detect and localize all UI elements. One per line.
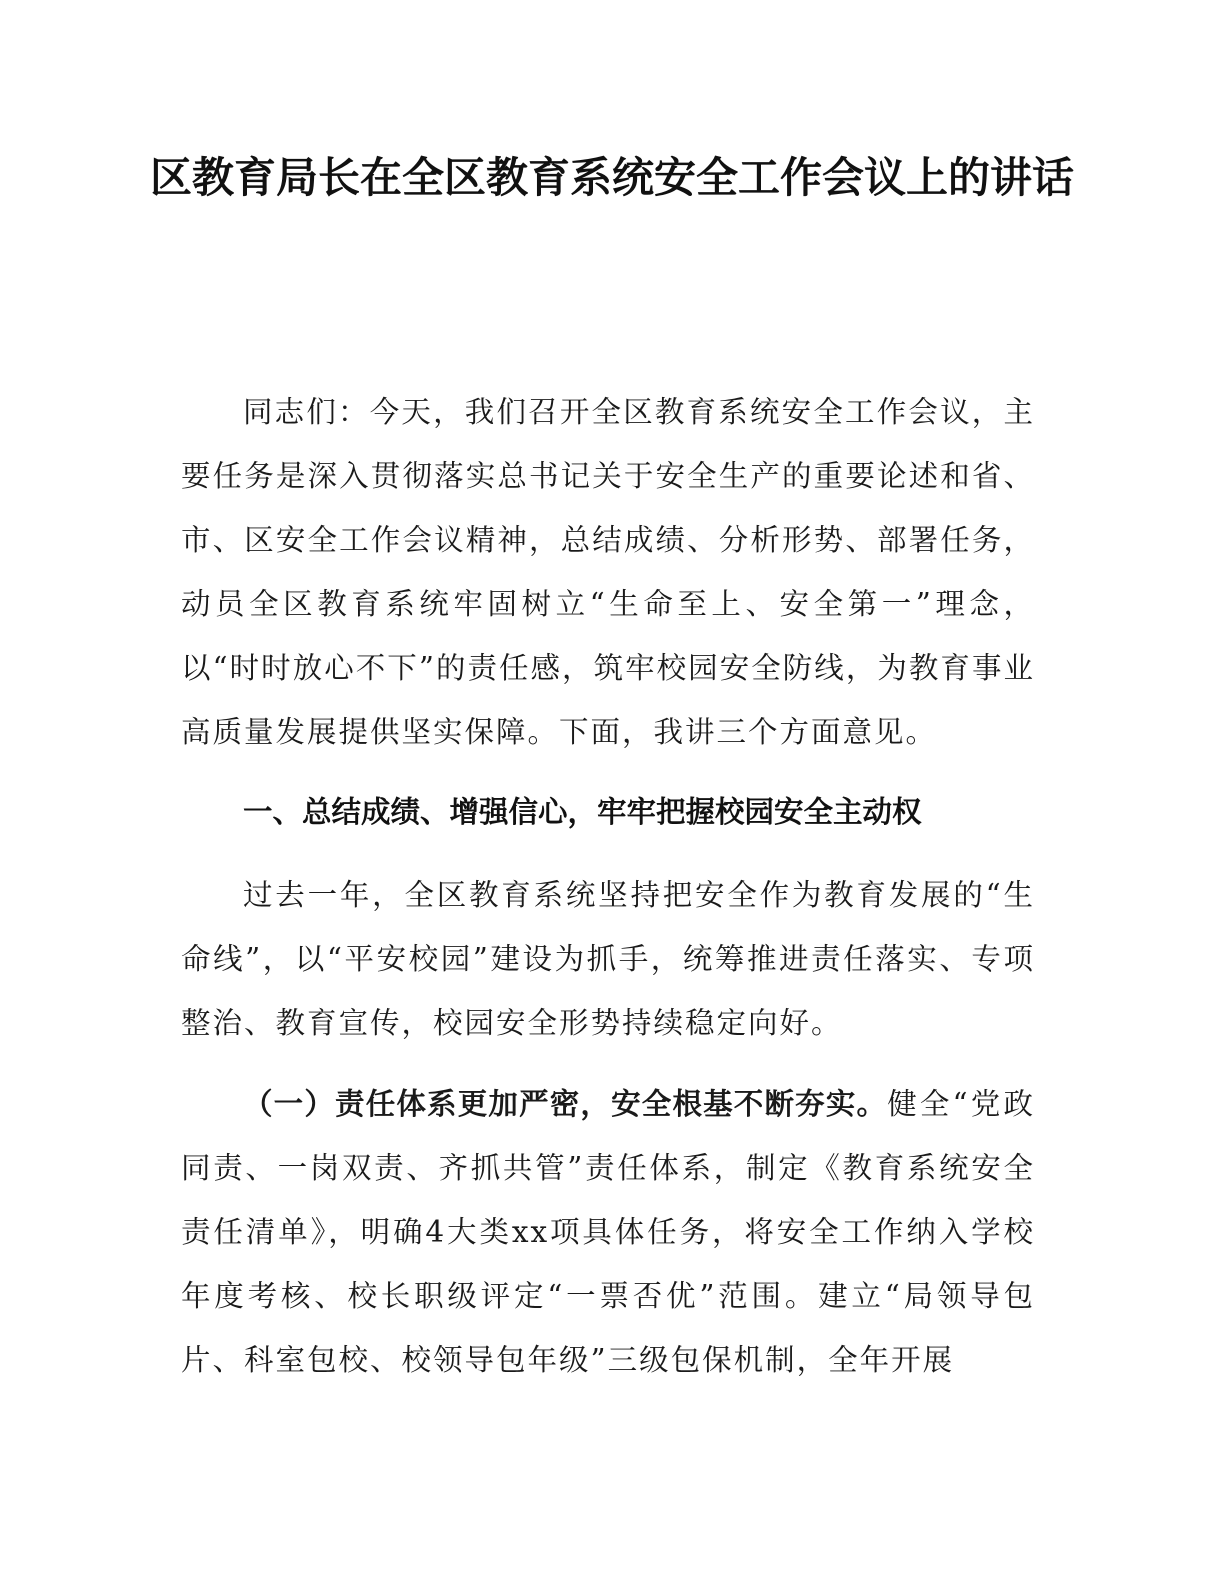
subsection-text: 健全“党政同责、一岗双责、齐抓共管”责任体系，制定《教育系统安全责任清单》，明确4大类xx项具体任务，将安全工作纳入学校年度考核、校长职级评定“一票否优”范围。建立“局领导包片、科室包校、校领导包年级”三级包保机制，全年开展 <box>181 1087 1035 1377</box>
section-paragraph: 过去一年，全区教育系统坚持把安全作为教育发展的“生命线”，以“平安校园”建设为抓手，统筹推进责任落实、专项整治、教育宣传，校园安全形势持续稳定向好。 <box>181 878 1035 1040</box>
section-heading: 一、总结成绩、增强信心，牢牢把握校园安全主动权 <box>243 795 922 829</box>
opening-paragraph: 同志们：今天，我们召开全区教育系统安全工作会议，主要任务是深入贯彻落实总书记关于安全生产的重要论述和省、市、区安全工作会议精神，总结成绩、分析形势、部署任务，动员全区教育系统牢固树立“生命至上、安全第一”理念，以“时时放心不下”的责任感，筑牢校园安全防线，为教育事业高质量发展提供坚实保障。下面，我讲三个方面意见。 <box>181 395 1035 749</box>
document-title: 区教育局长在全区教育系统安全工作会议上的讲话 <box>150 153 1075 202</box>
subsection-heading: （一）责任体系更加严密，安全根基不断夯实。 <box>243 1087 888 1121</box>
subsection-paragraph <box>181 1072 1035 1392</box>
